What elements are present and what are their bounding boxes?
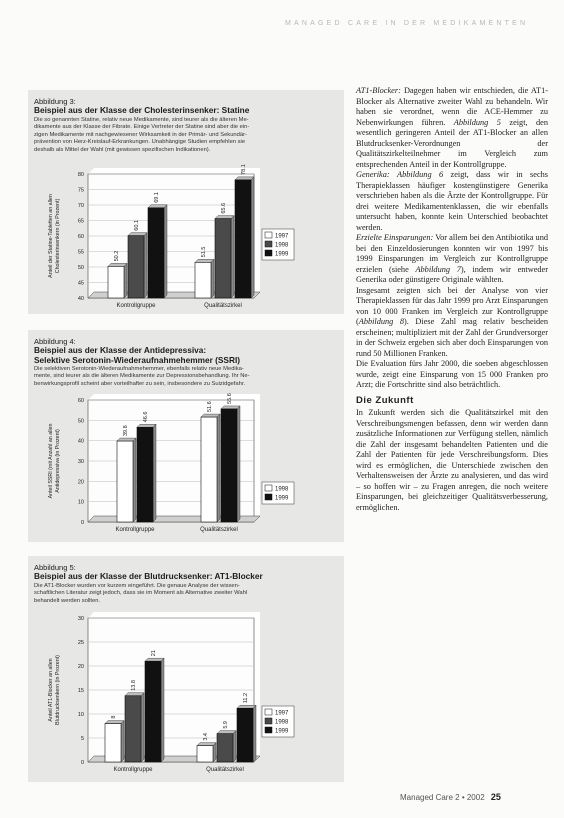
y-tick-label: 50 (77, 265, 84, 271)
bar-top (137, 424, 156, 427)
bar-side (211, 259, 214, 298)
emphasis-text: AT1-Blocker: (356, 86, 401, 95)
bar (117, 441, 133, 522)
y-tick-label: 20 (77, 664, 84, 670)
page-footer (400, 792, 501, 802)
y-tick-label: 30 (77, 459, 84, 465)
emphasis-text: Abbildung 8 (358, 317, 405, 326)
legend-swatch (265, 485, 272, 491)
bar (237, 708, 253, 762)
legend-swatch (265, 727, 272, 733)
y-axis-label: Anteil der Statine-Tabletten an allen (48, 194, 54, 278)
bar-value-label: 5.9 (223, 721, 229, 729)
y-tick-label: 30 (77, 616, 84, 622)
bar (215, 219, 231, 298)
legend-label: 1998 (275, 486, 289, 493)
bar-value-label: 55.6 (227, 393, 233, 404)
bar-top (221, 406, 240, 409)
bar-top (215, 216, 234, 219)
legend-swatch (265, 250, 272, 256)
paragraph-text (390, 170, 397, 179)
bar-side (141, 693, 144, 762)
bar-top (117, 438, 136, 441)
bar-top (235, 177, 254, 180)
bar-value-label: 39.8 (123, 425, 129, 437)
figure-5-at1-blocker (28, 556, 344, 782)
y-tick-label: 55 (77, 249, 84, 256)
article-paragraph (356, 359, 548, 391)
bar-side (251, 177, 254, 298)
figure-title: Beispiel aus der Klasse der Antidepressiva: Selektive Serotonin-Wiederaufnahmehemmer (SSRI) (34, 345, 241, 365)
bar (148, 208, 164, 298)
bar-top (148, 205, 167, 208)
bar (217, 734, 233, 762)
bar-side (164, 205, 167, 298)
bar-side (217, 414, 220, 522)
x-category-label: Kontrollgruppe (115, 527, 155, 533)
figure-4-ssri (28, 330, 344, 542)
paragraph-text: Vor allem bei den Antibiotika und bei den Einzeldosierungen konnten wir von 1997 bis 1999 Einsparungen im Vergleich zur Kontrollgruppe erzielen (siehe (356, 233, 548, 274)
figure-label: Abbildung 3: (34, 97, 76, 106)
y-tick-label: 60 (77, 398, 84, 404)
bar-top (201, 414, 220, 417)
y-tick-label: 80 (77, 172, 84, 178)
paragraph-text: zeigt, dass wir in sechs Therapieklassen häufiger kostengünstigere Generika verschrieben haben als die Ärzte der Kontrollgruppe. Für drei weitere Medikamentenklassen, die wir ebenfalls untersucht haben, konnte kein Unterschied beobachtet werden. (356, 170, 549, 232)
y-axis-label: Anteil AT1-Blocker an allen (48, 658, 54, 722)
bar-value-label: 50.2 (114, 250, 120, 262)
bar-value-label: 21 (151, 650, 157, 657)
legend-swatch (265, 232, 272, 238)
bar (197, 746, 213, 762)
chart-ssri (28, 330, 344, 542)
y-tick-label: 75 (77, 187, 84, 194)
bar-side (253, 705, 256, 762)
article-column (356, 86, 548, 513)
bar-side (161, 658, 164, 762)
y-tick-label: 5 (80, 736, 84, 742)
bar-value-label: 11.2 (243, 692, 249, 704)
bar (221, 409, 237, 522)
x-category-label: Qualitätszirkel (204, 303, 242, 309)
y-tick-label: 0 (80, 760, 84, 766)
journal-name: Managed Care (400, 793, 453, 802)
y-tick-label: 65 (77, 218, 84, 225)
article-paragraph: In Zukunft werden sich die Qualitätszirkel mit den Verschreibungsmengen befassen, denn wir werden dann zusätzliche Informationen zur Verfügung stellen, nämlich die Zahl der insgesamt behandelten Patienten und die Zahl der Patienten für jede Verschreibungsform. Dies wird es ermöglichen, die Unterschiede zwischen den Verhaltensweisen der Ärzte zu analysieren, und das wird – so hoffen wir – zu Fragen anregen, die noch weitere Einsparungen, bei gleichzeitiger Qualitätsverbesserung, ermöglichen. (356, 408, 548, 512)
issue-number: 2 • 2002 (455, 793, 485, 802)
figure-3-statine (28, 90, 344, 314)
bar-top (195, 259, 214, 262)
y-tick-label: 10 (77, 712, 84, 718)
figure-label: Abbildung 5: (34, 563, 76, 572)
bar-top (197, 743, 216, 746)
bar (125, 696, 141, 762)
y-axis-label: Anteil SSRI (mit Anzahl an allen (48, 423, 54, 499)
emphasis-text: Abbildung 7 (415, 264, 461, 274)
paragraph-text: Insgesamt zeigten sich bei der Analyse von vier Therapieklassen für das Jahr 1999 pro Arzt Einsparungen von 10 000 Franken im Vergleich zur Kontrollgruppe ( (356, 285, 548, 326)
y-axis-label: Cholesterinsenkern (in Prozent) (55, 198, 61, 274)
emphasis-text: Abbildung 6 (397, 170, 444, 179)
bar (145, 661, 161, 762)
x-category-label: Qualitätszirkel (206, 767, 244, 773)
legend-label: 1997 (275, 710, 289, 717)
bar-value-label: 78.1 (241, 164, 247, 175)
article-paragraph (356, 286, 548, 360)
paragraph-text: Die Evaluation fürs Jahr 2000, die soeben abgeschlossen wurde, zeigt eine Einsparung von 15 000 Franken pro Arzt; die Fortschritte sind also beträchtlich. (356, 359, 548, 389)
y-tick-label: 15 (77, 688, 84, 694)
figure-caption: Die so genannten Statine, relativ neue Medikamente, sind teurer als die älteren Me- dikamente aus der Klasse der Fibrate. Einige Vertreter der Statine sind aber die ein- zigen Medikamente mit nachgewiesener Wirksamkeit in der Primär- und Sekundär- prävention von Herz-Kreislauf-Erkrankungen. Unabhängige Studien empfehlen sie deshalb als Mittel der Wahl (mit gewissen spezifischen Indikationen). (34, 117, 250, 153)
bar-top (237, 705, 256, 708)
bar-side (121, 721, 124, 762)
bar-side (213, 743, 216, 762)
legend-swatch (265, 241, 272, 247)
chart-statine (28, 90, 344, 314)
y-tick-label: 50 (77, 418, 84, 425)
y-tick-label: 20 (77, 479, 84, 486)
article-paragraph (356, 86, 548, 170)
figure-title: Beispiel aus der Klasse der Blutdrucksenker: AT1-Blocker (34, 571, 263, 581)
y-tick-label: 25 (77, 640, 84, 646)
paragraph-text: zeigt, den wesentlich geringeren Anteil der AT1-Blocker an allen Blutdrucksenker-Verordnungen der Qualitätszirkelteilnehmer im Vergleich zum entsprechenden Anteil in der Kontrollgruppe. (356, 117, 549, 169)
bar-value-label: 8 (111, 715, 117, 719)
x-category-label: Kontrollgruppe (113, 767, 153, 773)
bar (201, 417, 217, 522)
legend-label: 1998 (275, 242, 289, 249)
bar (105, 724, 121, 762)
emphasis-text: Generika: (356, 170, 390, 179)
y-tick-label: 40 (77, 438, 84, 445)
y-tick-label: 70 (77, 203, 84, 209)
bar-side (237, 406, 240, 522)
bar-value-label: 60.1 (134, 219, 140, 231)
running-head: MANAGED CARE IN DER MEDIKAMENTEN (285, 20, 529, 27)
bar (108, 266, 124, 298)
figure-caption: Die selektiven Serotonin-Wiederaufnahmehemmer, ebenfalls relativ neue Medika- mente, sind teurer als die älteren Medikamente zur Depressionsbehandlung. Ihr Ne- benwirkungsprofil scheint aber vorteilhafter zu sein, insbesondere zu Suizidgefahr. (34, 366, 250, 387)
article-paragraph (356, 170, 548, 233)
bar-top (125, 693, 144, 696)
bar (195, 262, 211, 298)
bar-value-label: 3.4 (203, 733, 209, 741)
emphasis-text: Abbildung 5 (453, 117, 501, 127)
bar-side (124, 263, 127, 298)
legend-label: 1999 (275, 495, 289, 502)
article-paragraph (356, 233, 548, 286)
bar-top (217, 731, 236, 734)
legend-swatch (265, 718, 272, 724)
bar (235, 180, 251, 298)
bar-value-label: 13.8 (131, 680, 137, 691)
legend-label: 1998 (275, 719, 289, 726)
emphasis-text: Erzielte Einsparungen: (356, 233, 434, 242)
paragraph-text: ), indem wir entweder Generika oder günstigere Originale wählten. (356, 264, 548, 284)
y-tick-label: 60 (77, 234, 84, 240)
bar-side (144, 233, 147, 298)
bar-top (108, 263, 127, 266)
legend-label: 1997 (275, 233, 289, 240)
figure-title: Beispiel aus der Klasse der Cholesterinsenker: Statine (34, 105, 250, 115)
bar-side (233, 731, 236, 762)
bar-value-label: 46.6 (143, 411, 149, 423)
legend-swatch (265, 494, 272, 500)
y-axis-label: Antidepressiva (in Prozent) (55, 429, 61, 493)
x-category-label: Qualitätszirkel (200, 527, 238, 533)
y-axis-label: Blutdrucksenkern (in Prozent) (55, 655, 61, 725)
bar-side (133, 438, 136, 522)
bar-value-label: 51.6 (207, 401, 213, 413)
figure-label: Abbildung 4: (34, 337, 76, 346)
bar-value-label: 69.1 (154, 192, 160, 203)
bar-side (153, 424, 156, 522)
y-tick-label: 40 (77, 296, 84, 302)
bar-side (231, 216, 234, 298)
y-tick-label: 45 (77, 280, 84, 287)
y-tick-label: 0 (80, 520, 84, 526)
x-category-label: Kontrollgruppe (116, 303, 156, 309)
bar (137, 427, 153, 522)
y-tick-label: 10 (77, 499, 84, 506)
bar-top (105, 721, 124, 724)
bar-value-label: 65.6 (221, 202, 227, 214)
section-heading: Die Zukunft (356, 394, 414, 406)
chart-at1-blocker (28, 556, 344, 782)
figure-caption: Die AT1-Blocker wurden vor kurzem eingeführt. Die genaue Analyse der wissen- schaftlichen Literatur zeigt jedoch, dass sie im Moment als Alternative zweiter Wahl behandelt werden sollten. (34, 583, 248, 604)
bar-top (145, 658, 164, 661)
paragraph-text: Dagegen haben wir entschieden, die AT1-Blocker als Alternative zweiter Wahl zu behandeln. Wir haben sie verordnet, wenn die ACE-Hemmer zu Nebenwirkungen führen. (356, 86, 548, 127)
bar (128, 236, 144, 298)
legend-swatch (265, 709, 272, 715)
bar-value-label: 51.5 (201, 246, 207, 258)
page-number: 25 (490, 792, 501, 802)
paragraph-text: ). Diese Zahl mag relativ bescheiden erscheinen; multipliziert mit der Zahl der Grundversorger in der Schweiz ergeben sich aber doch Einsparungen von rund 50 Millionen Franken. (356, 317, 548, 358)
bar-top (128, 233, 147, 236)
legend-label: 1999 (275, 728, 289, 735)
legend-label: 1999 (275, 251, 289, 258)
